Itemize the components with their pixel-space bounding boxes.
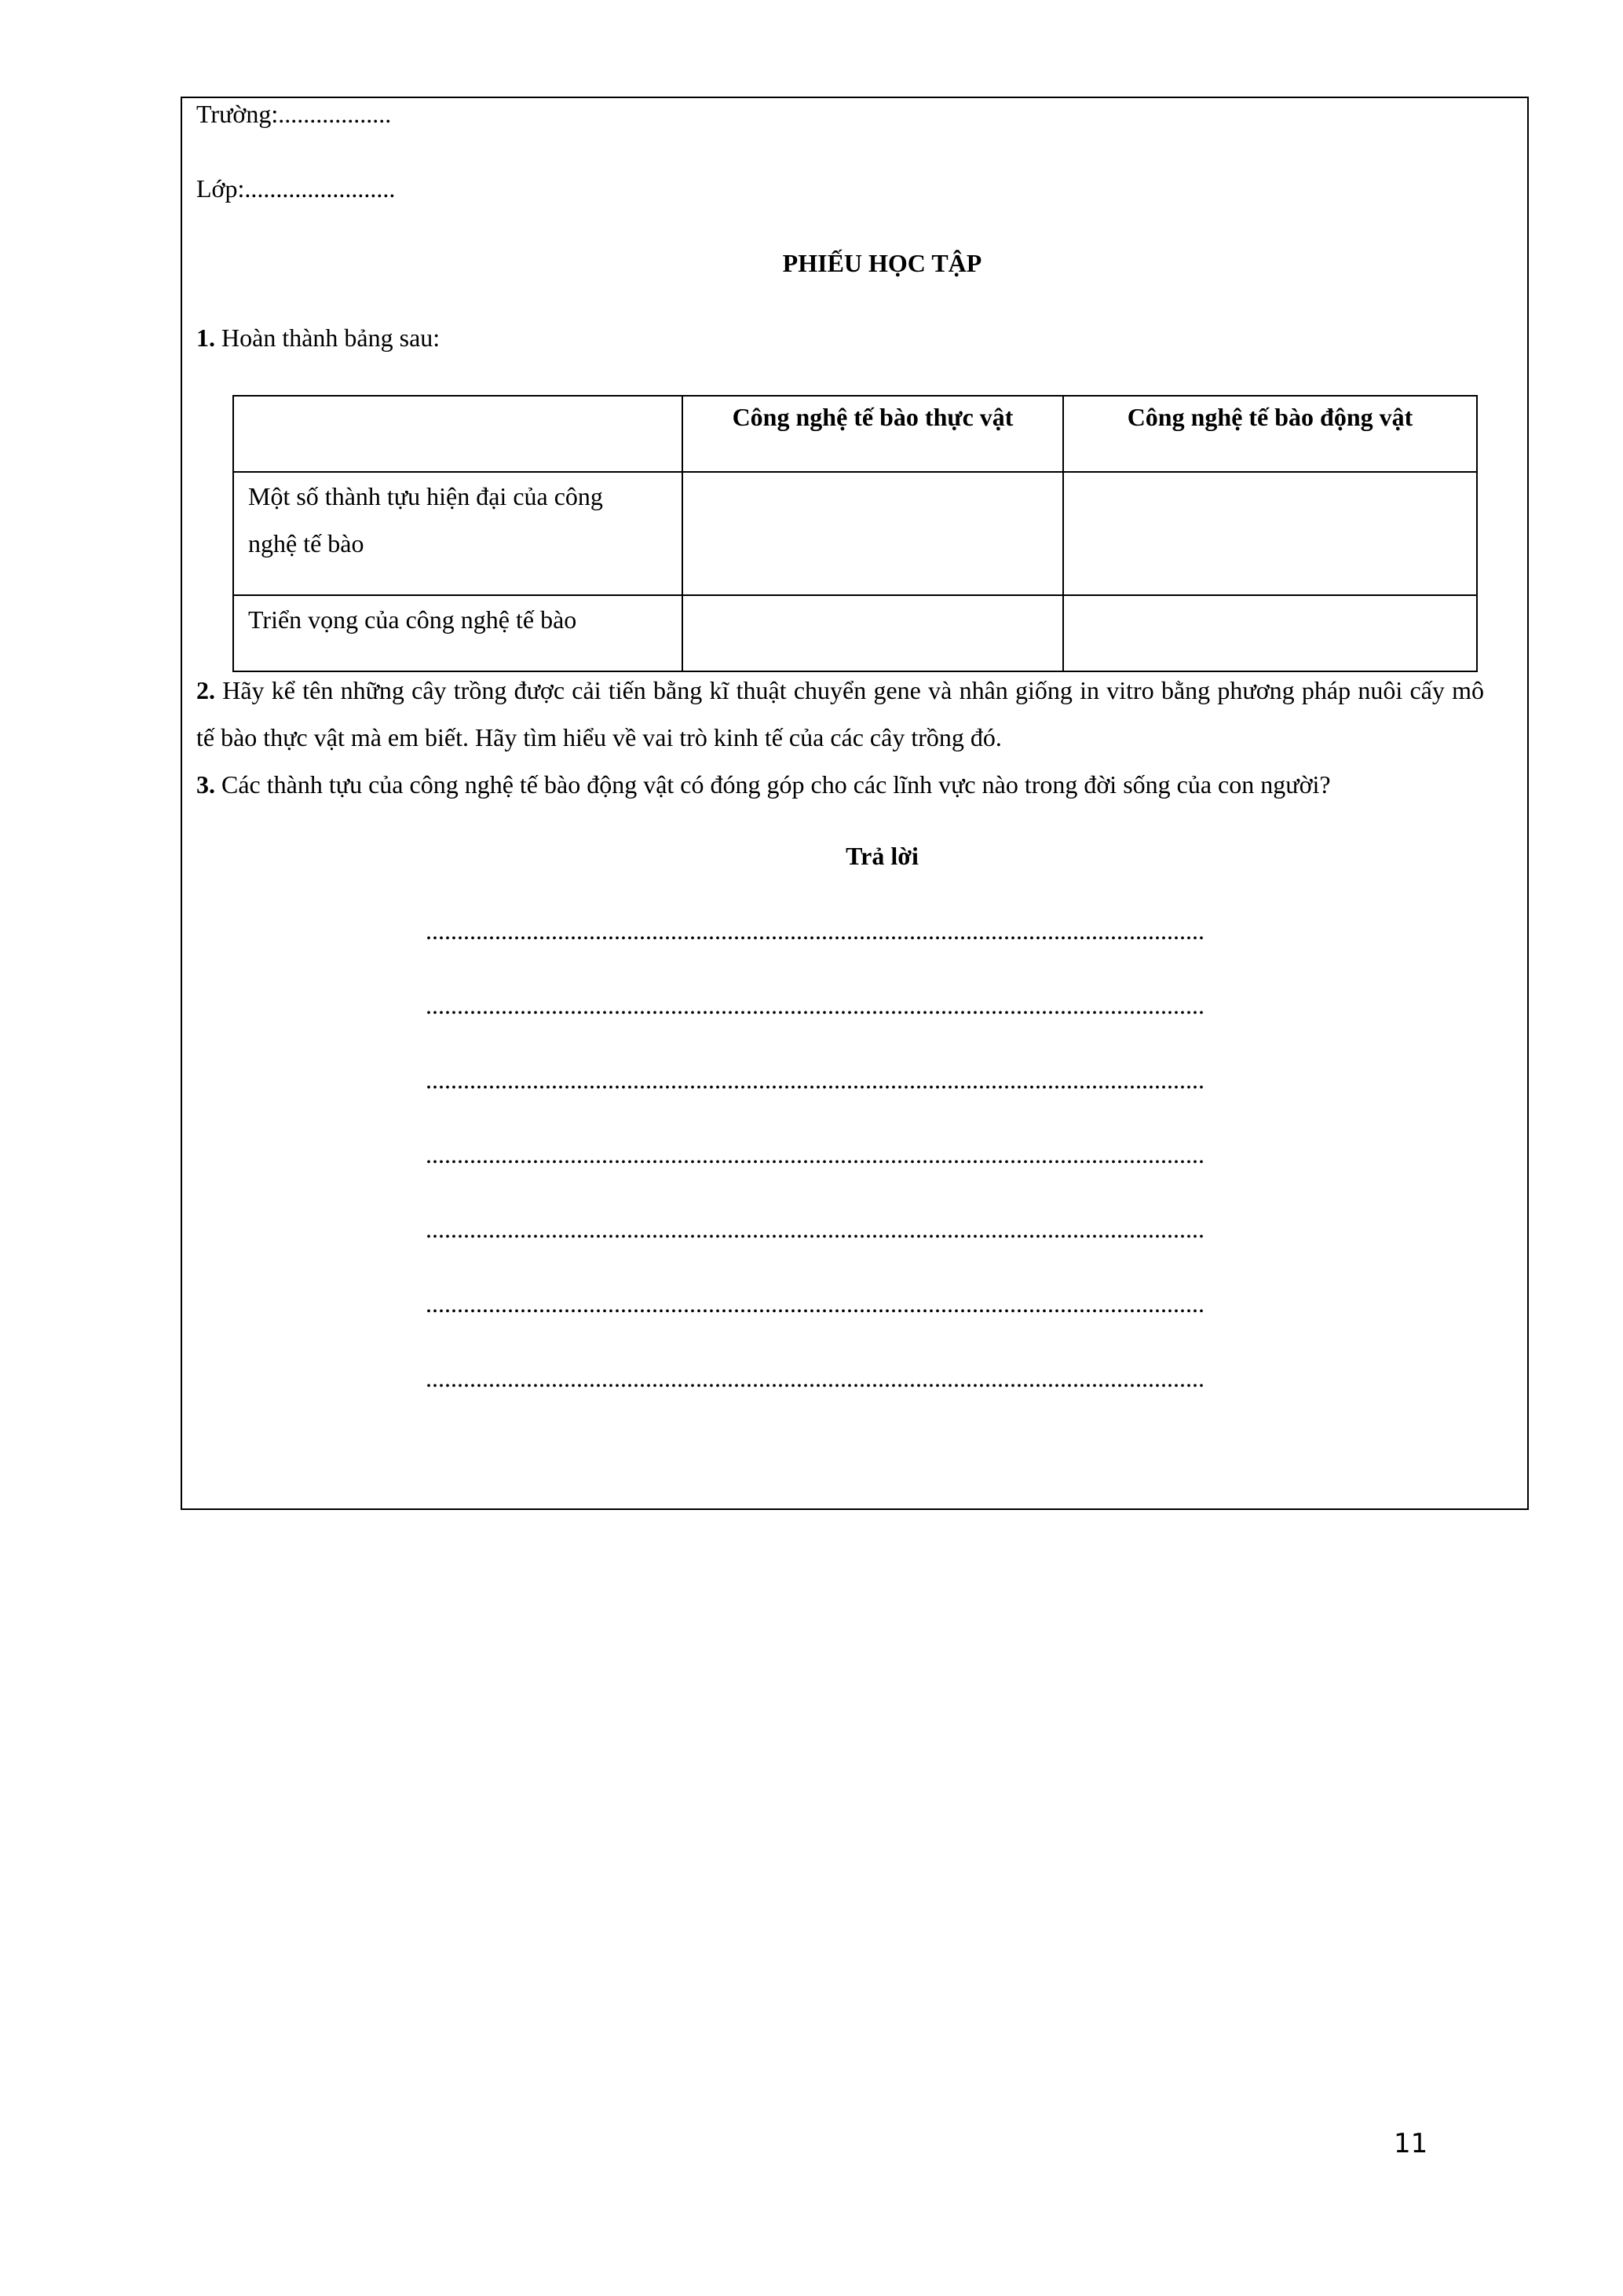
worksheet-title: PHIẾU HỌC TẬP [782, 249, 982, 277]
school-field: Trường:.................. [196, 100, 392, 128]
question-1-number: 1. [196, 324, 215, 352]
row-label-line: nghệ tế bào [248, 529, 364, 558]
question-2-number: 2. [196, 676, 215, 704]
question-3-text: Các thành tựu của công nghệ tế bào động vật có đóng góp cho các lĩnh vực nào trong đời sống của con người? [215, 770, 1331, 799]
class-field: Lớp:........................ [196, 174, 396, 203]
question-2-text: Hãy kể tên những cây trồng được cải tiến bằng kĩ thuật chuyển gene và nhân giống in vitro bằng phương pháp nuôi cấy mô tế bào thực vật mà em biết. Hãy tìm hiểu về vai trò kinh tế của các cây trồng đó. [196, 676, 1484, 751]
comparison-table [232, 395, 1478, 672]
answer-line: ............................................................................................................................ [426, 1364, 1204, 1392]
answer-line: ............................................................................................................................ [426, 991, 1204, 1019]
page-number: 11 [1394, 2128, 1428, 2159]
answer-line: ............................................................................................................................ [426, 1140, 1204, 1168]
table-cell-empty [1063, 472, 1477, 595]
answer-line: ............................................................................................................................ [426, 1289, 1204, 1318]
question-1-text: Hoàn thành bảng sau: [215, 324, 440, 352]
answer-heading: Trả lời [846, 842, 919, 870]
question-2 [196, 667, 1484, 761]
table-header-plant: Công nghệ tế bào thực vật [682, 396, 1063, 472]
table-cell-empty [682, 472, 1063, 595]
question-1 [196, 322, 440, 353]
question-3 [196, 761, 1484, 808]
table-cell-empty [1063, 595, 1477, 671]
table-cell-empty [682, 595, 1063, 671]
table-row [233, 595, 1477, 671]
table-header-empty [233, 396, 682, 472]
table-header-row [233, 396, 1477, 472]
row-label-line: Triển vọng của công nghệ tế bào [248, 605, 577, 634]
row-label-line: Một số thành tựu hiện đại của công [248, 482, 603, 510]
question-3-number: 3. [196, 770, 215, 799]
answer-line: ............................................................................................................................ [426, 1066, 1204, 1094]
table-header-animal: Công nghệ tế bào động vật [1063, 396, 1477, 472]
table-row-label-achievements [233, 472, 682, 595]
table-row [233, 472, 1477, 595]
table-row-label-prospects [233, 595, 682, 671]
answer-line: ............................................................................................................................ [426, 1215, 1204, 1243]
answer-line: ............................................................................................................................ [426, 916, 1204, 945]
